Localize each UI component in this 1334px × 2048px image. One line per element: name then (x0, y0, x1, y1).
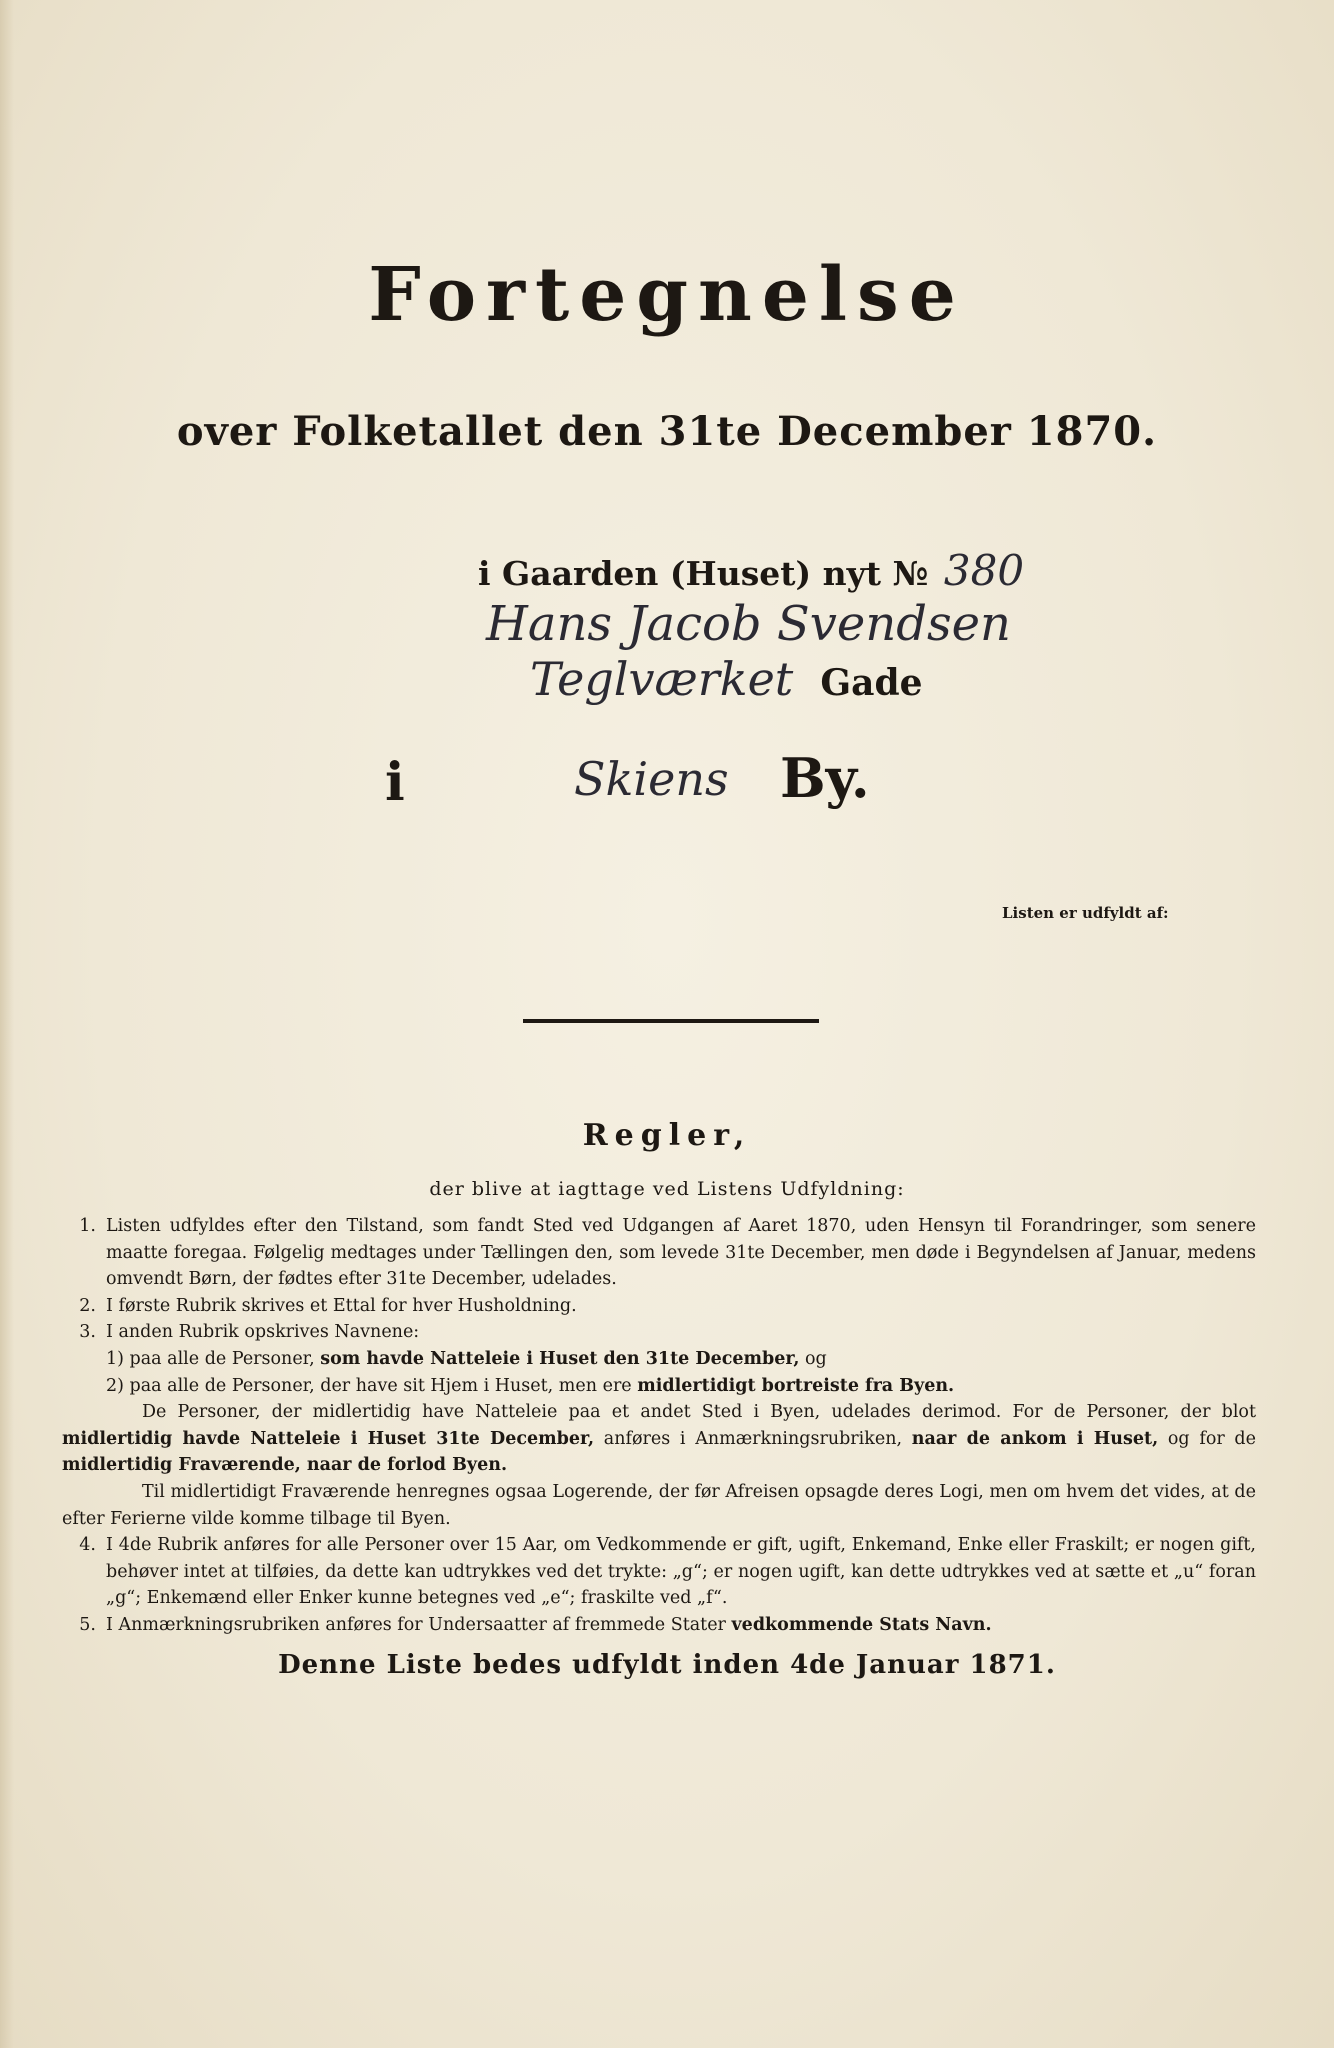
rule-text: I anden Rubrik opskrives Navnene: (106, 1322, 420, 1343)
rule-text-bold: som havde Natteleie i Huset den 31te December, (320, 1348, 800, 1369)
rules-list (62, 1213, 1256, 1639)
rule-text: og (805, 1348, 827, 1369)
rule-item-3 (62, 1319, 1256, 1346)
rule-text: De Personer, der midlertidig have Natteleie paa et andet Sted i Byen, udelades derimod. For de Personer, der blot (142, 1402, 1256, 1423)
rule-item-4 (62, 1532, 1256, 1612)
address-prefix: i Gaarden (Huset) nyt (478, 554, 882, 593)
rule-number: 1. (79, 1216, 96, 1236)
rule-text: 1) paa alle de Personer, (106, 1348, 315, 1369)
number-sign: № (892, 554, 929, 593)
address-line (478, 546, 1024, 595)
rule-text: Til midlertidigt Fraværende henregnes ogsaa Logerende, der før Afreisen opsagde deres Logi, men om hvem det vides, at de efter Ferierne vilde komme tilbage til Byen. (62, 1481, 1256, 1529)
deadline-note: Denne Liste bedes udfyldt inden 4de Januar 1871. (278, 1650, 1056, 1680)
rule-text: anføres i Anmærkningsrubriken, (603, 1428, 903, 1449)
rule-text: I første Rubrik skrives et Ettal for hver Husholdning. (106, 1295, 577, 1316)
rule-text-bold: midlertidigt bortreiste fra Byen. (637, 1375, 955, 1396)
rule-text: Listen udfyldes efter den Tilstand, som fandt Sted ved Udgangen af Aaret 1870, uden Hensyn til Forandringer, som senere maatte foregaa. Følgelig medtages under Tællingen den, som levede 31te December, men døde i Begyndelsen af Januar, medens omvendt Børn, der fødtes efter 31te December, udelades. (106, 1216, 1256, 1290)
rule-text-bold: naar de ankom i Huset, (911, 1428, 1159, 1449)
house-number-handwritten: 380 (943, 546, 1025, 595)
rule-text-bold: vedkommende Stats Navn. (731, 1614, 992, 1635)
rule-3-paragraph-2 (62, 1479, 1256, 1532)
rule-text-bold: midlertidig Fraværende, naar de forlod Byen. (62, 1455, 508, 1476)
rule-text: I Anmærkningsrubriken anføres for Undersaatter af fremmede Stater (106, 1614, 726, 1635)
rule-text: 2) paa alle de Personer, der have sit Hjem i Huset, men ere (106, 1375, 632, 1396)
form-subtitle: over Folketallet den 31te December 1870. (176, 408, 1158, 455)
city-prefix: i (385, 752, 405, 813)
rule-text-bold: midlertidig havde Natteleie i Huset 31te December, (62, 1428, 595, 1449)
form-title: Fortegnelse (368, 252, 966, 338)
rule-number: 4. (79, 1535, 96, 1556)
rules-subheading: der blive at iagttage ved Listens Udfyldning: (429, 1178, 905, 1200)
street-line (530, 652, 923, 706)
rules-heading: Regler, (582, 1118, 752, 1153)
rule-number: 5. (79, 1614, 96, 1635)
street-label: Gade (820, 662, 923, 704)
rule-item-1 (62, 1213, 1256, 1293)
rule-text: I 4de Rubrik anføres for alle Personer over 15 Aar, om Vedkommende er gift, ugift, Enkemand, Enke eller Fraskilt; er nogen gift, behøver intet at tilføies, da dette kan udtrykkes ved det trykte: „g“; er nogen ugift, kan dette udtrykkes ved at sætte et „u“ foran „g“; Enkemænd eller Enker kunne betegnes ved „e“; fraskilte ved „f“. (106, 1535, 1256, 1609)
street-name-handwritten: Teglværket (530, 652, 794, 706)
divider-rule (523, 1019, 819, 1023)
owner-name-handwritten: Hans Jacob Svendsen (486, 596, 1011, 652)
rule-text: og for de (1167, 1428, 1256, 1449)
rule-3-sub-2 (62, 1373, 1256, 1400)
rule-number: 3. (79, 1322, 96, 1343)
rule-number: 2. (79, 1295, 96, 1316)
rule-item-5 (62, 1612, 1256, 1639)
city-name-handwritten: Skiens (574, 752, 729, 806)
city-suffix: By. (780, 746, 870, 810)
rule-3-paragraph-1 (62, 1399, 1256, 1479)
rule-3-sub-1 (62, 1346, 1256, 1373)
filled-by-label: Listen er udfyldt af: (1002, 904, 1169, 922)
rule-item-2 (62, 1293, 1256, 1320)
